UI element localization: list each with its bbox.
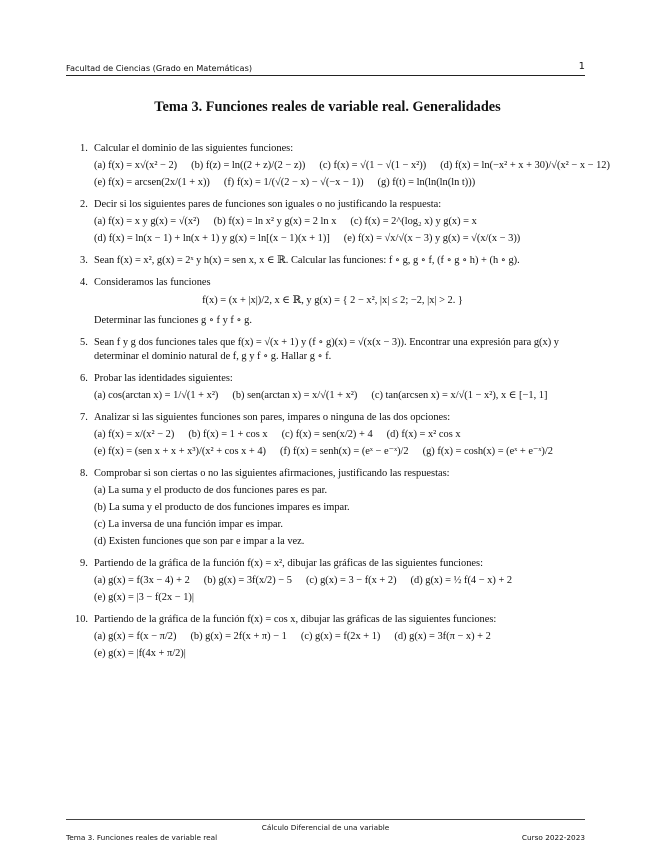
problem-number: 10. xyxy=(75,614,88,625)
document-title: Tema 3. Funciones reales de variable real. Generalidades xyxy=(154,99,501,115)
subitem: (a) f(x) = x√(x² − 2) xyxy=(94,160,178,171)
header-faculty: Facultad de Ciencias (Grado en Matemáticas) xyxy=(66,63,253,73)
subitem: (b) f(z) = ln((2 + z)/(2 − z)) xyxy=(191,160,306,171)
subitem: (c) g(x) = f(2x + 1) xyxy=(300,631,381,642)
problem-item xyxy=(80,411,585,459)
problem-number: 2. xyxy=(80,199,88,210)
subitem-row xyxy=(94,445,585,459)
problem-item xyxy=(80,198,585,246)
problem-followup: Determinar las funciones g ∘ f y f ∘ g. xyxy=(94,315,252,326)
problem-statement: Partiendo de la gráfica de la función f(x) = x², dibujar las gráficas de las siguientes funciones: xyxy=(94,558,483,569)
subitem: (b) La suma y el producto de dos funciones impares es impar. xyxy=(94,502,350,513)
subitem: (e) f(x) = arcsen(2x/(1 + x)) xyxy=(94,177,210,188)
subitem: (c) f(x) = √(1 − √(1 − x²)) xyxy=(319,160,427,171)
subitem-row xyxy=(94,428,585,442)
problem-item xyxy=(80,557,585,605)
page-header xyxy=(66,60,585,74)
problem-list xyxy=(75,142,610,669)
subitem: (g) f(x) = cosh(x) = (eˣ + e⁻ˣ)/2 xyxy=(422,446,553,457)
subitem: (d) g(x) = ½ f(4 − x) + 2 xyxy=(410,575,513,586)
problem-item xyxy=(80,336,585,364)
subitem: (e) g(x) = |3 − f(2x − 1)| xyxy=(94,592,194,603)
problem-statement: Consideramos las funciones xyxy=(94,277,211,288)
problem-number: 8. xyxy=(80,468,88,479)
subitem-row xyxy=(94,630,585,644)
problem-number: 6. xyxy=(80,373,88,384)
problem-number: 5. xyxy=(80,337,88,348)
subitem: (a) cos(arctan x) = 1/√(1 + x²) xyxy=(94,390,219,401)
subitem: (a) f(x) = x y g(x) = √(x²) xyxy=(94,216,200,227)
subitem: (c) tan(arcsen x) = x/√(1 − x²), x ∈ [−1, 1] xyxy=(371,390,548,401)
problem-statement: Comprobar si son ciertas o no las siguientes afirmaciones, justificando las respuestas: xyxy=(94,468,450,479)
subitem: (c) La inversa de una función impar es impar. xyxy=(94,519,283,530)
subitem-row xyxy=(94,215,585,229)
subitem: (f) f(x) = senh(x) = (eˣ − e⁻ˣ)/2 xyxy=(280,446,409,457)
problem-item xyxy=(80,372,585,403)
problem-item xyxy=(75,613,585,661)
subitem: (f) f(x) = 1/(√(2 − x) − √(−x − 1)) xyxy=(223,177,364,188)
subitem-row xyxy=(94,591,585,605)
problem-statement: Partiendo de la gráfica de la función f(x) = cos x, dibujar las gráficas de las siguientes funciones: xyxy=(94,614,497,625)
subitem-row xyxy=(94,159,610,173)
problem-number: 4. xyxy=(80,277,88,288)
problem-statement: Sean f y g dos funciones tales que f(x) = √(x + 1) y (f ∘ g)(x) = √(x(x − 3)). Encontrar una expresión para g(x) y determinar el dominio natural de f, g y f ∘ g. Hallar g ∘ f. xyxy=(94,337,559,362)
subitem-row xyxy=(94,574,585,588)
problem-item xyxy=(80,467,585,549)
subitem-row xyxy=(94,501,585,515)
subitem: (a) La suma y el producto de dos funciones pares es par. xyxy=(94,485,328,496)
problem-formula: f(x) = (x + |x|)/2, x ∈ ℝ, y g(x) = { 2 − x², |x| ≤ 2; −2, |x| > 2. } xyxy=(202,295,463,306)
subitem-row xyxy=(94,518,585,532)
subitem: (c) g(x) = 3 − f(x + 2) xyxy=(305,575,397,586)
footer-rule xyxy=(66,819,585,820)
subitem: (b) sen(arctan x) = x/√(1 + x²) xyxy=(232,390,358,401)
subitem: (b) f(x) = 1 + cos x xyxy=(188,429,268,440)
problem-item xyxy=(80,276,585,328)
subitem: (d) f(x) = ln(−x² + x + 30)/√(x² − x − 12) xyxy=(440,160,610,171)
subitem-row xyxy=(94,232,585,246)
subitem: (b) g(x) = 3f(x/2) − 5 xyxy=(203,575,292,586)
subitem: (e) f(x) = √x/√(x − 3) y g(x) = √(x/(x − 3)) xyxy=(343,233,521,244)
subitem-row xyxy=(94,647,585,661)
problem-statement: Calcular el dominio de las siguientes funciones: xyxy=(94,143,294,154)
subitem-row xyxy=(94,176,585,190)
problem-number: 9. xyxy=(80,558,88,569)
footer-topic: Tema 3. Funciones reales de variable real xyxy=(66,833,218,842)
problem-statement: Decir si los siguientes pares de funciones son iguales o no justificando la respuesta: xyxy=(94,199,442,210)
problem-item xyxy=(80,254,585,268)
subitem: (d) g(x) = 3f(π − x) + 2 xyxy=(394,631,491,642)
header-rule xyxy=(66,75,585,76)
subitem: (g) f(t) = ln(ln(ln(ln t))) xyxy=(377,177,476,188)
subitem: (b) f(x) = ln x² y g(x) = 2 ln x xyxy=(213,216,337,227)
subitem: (a) g(x) = f(3x − 4) + 2 xyxy=(94,575,190,586)
footer-course: Cálculo Diferencial de una variable xyxy=(261,823,390,832)
subitem: (a) g(x) = f(x − π/2) xyxy=(94,631,177,642)
problem-number: 1. xyxy=(80,143,88,154)
problem-item xyxy=(80,142,610,190)
subitem: (d) f(x) = ln(x − 1) + ln(x + 1) y g(x) = ln[(x − 1)(x + 1)] xyxy=(94,233,330,244)
problem-statement: Probar las identidades siguientes: xyxy=(94,373,233,384)
subitem: (d) f(x) = x² cos x xyxy=(386,429,461,440)
subitem-row xyxy=(94,484,585,498)
subitem: (e) g(x) = |f(4x + π/2)| xyxy=(94,648,186,659)
subitem: (e) f(x) = (sen x + x + x³)/(x² + cos x + 4) xyxy=(94,446,267,457)
subitem: (c) f(x) = sen(x/2) + 4 xyxy=(281,429,373,440)
subitem: (a) f(x) = x/(x² − 2) xyxy=(94,429,175,440)
problem-number: 7. xyxy=(80,412,88,423)
page-number: 1 xyxy=(578,61,585,72)
footer-year: Curso 2022-2023 xyxy=(521,833,585,842)
subitem: (b) g(x) = 2f(x + π) − 1 xyxy=(190,631,287,642)
subitem: (c) f(x) = 2^(log₂ x) y g(x) = x xyxy=(350,216,477,227)
subitem: (d) Existen funciones que son par e impar a la vez. xyxy=(94,536,305,547)
problem-number: 3. xyxy=(80,255,88,266)
problem-statement: Analizar si las siguientes funciones son pares, impares o ninguna de las dos opciones: xyxy=(94,412,451,423)
subitem-row xyxy=(94,535,585,549)
subitem-row xyxy=(94,389,585,403)
problem-statement: Sean f(x) = x², g(x) = 2ˣ y h(x) = sen x, x ∈ ℝ. Calcular las funciones: f ∘ g, g ∘ f, (f ∘ g ∘ h) + (h ∘ g). xyxy=(94,255,520,266)
